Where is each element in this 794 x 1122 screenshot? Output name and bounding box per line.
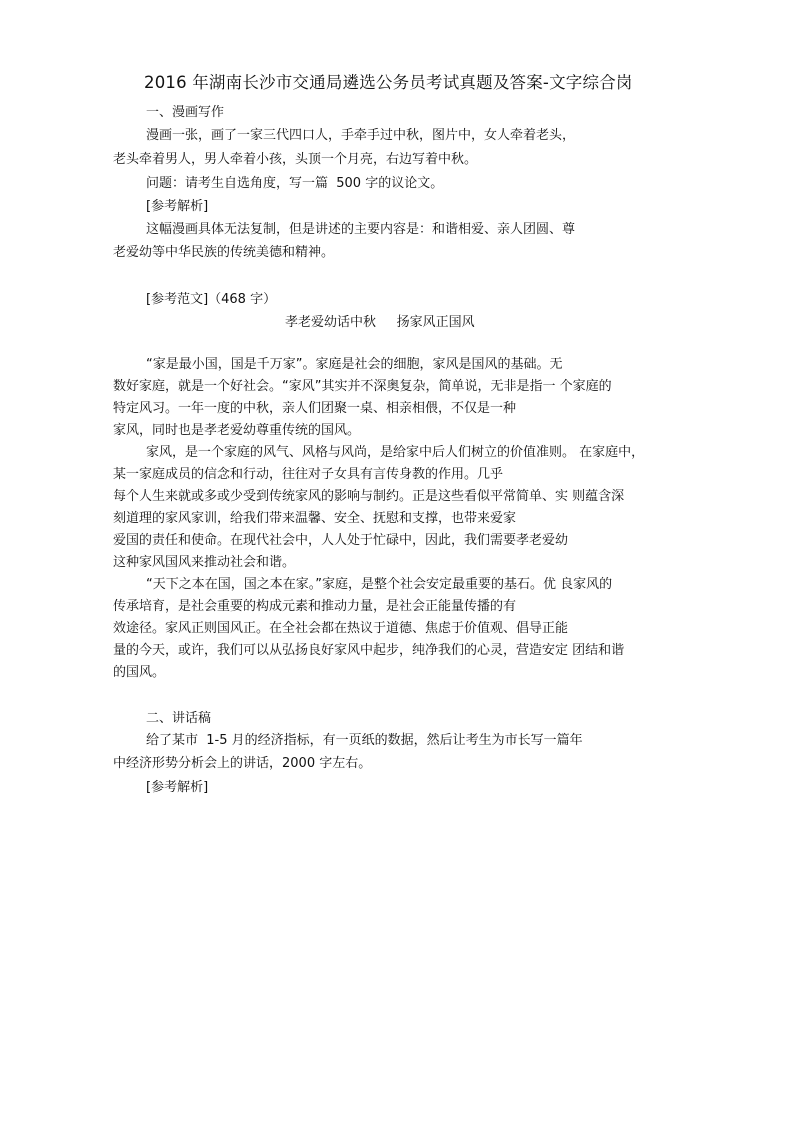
paragraph-line: 中经济形势分析会上的讲话，2000 字左右。 <box>113 756 372 771</box>
analysis-line: 老爱幼等中华民族的传统美德和精神。 <box>113 245 335 260</box>
essay-line: “家是最小国，国是千万家”。家庭是社会的细胞，家风是国风的基础。无 <box>146 357 563 372</box>
reference-label: [参考解析] <box>146 199 209 214</box>
analysis-line: 这幅漫画具体无法复制，但是讲述的主要内容是：和谐相爱、亲人团圆、尊 <box>146 222 576 237</box>
paragraph-line: 给了某市 1-5 月的经济指标，有一页纸的数据，然后让考生为市长写一篇年 <box>146 733 583 748</box>
essay-line: 效途径。家风正则国风正。在全社会都在热议于道德、焦虑于价值观、倡导正能 <box>113 621 569 636</box>
essay-line: 的国风。 <box>113 665 166 680</box>
essay-line: 刻道理的家风家训，给我们带来温馨、安全、抚慰和支撑，也带来爱家 <box>113 511 517 526</box>
essay-line: 数好家庭，就是一个好社会。“家风”其实并不深奥复杂，简单说，无非是指一 个家庭的 <box>113 379 612 394</box>
paragraph-line: 老头牵着男人，男人牵着小孩，头顶一个月亮，右边写着中秋。 <box>113 152 478 167</box>
document-title: 2016 年湖南长沙市交通局遴选公务员考试真题及答案-文字综合岗 <box>144 73 633 92</box>
essay-line: “天下之本在国，国之本在家。”家庭，是整个社会安定最重要的基石。优 良家风的 <box>146 577 613 592</box>
essay-title: 孝老爱幼话中秋 扬家风正国风 <box>285 315 475 330</box>
essay-line: 每个人生来就或多或少受到传统家风的影响与制约。正是这些看似平常简单、实 则蕴含深 <box>113 489 625 504</box>
section2-heading: 二、讲话稿 <box>146 711 212 726</box>
essay-line: 家风，是一个家庭的风气、风格与风尚，是给家中后人们树立的价值准则。 在家庭中， <box>146 445 645 460</box>
essay-line: 传承培育，是社会重要的构成元素和推动力量，是社会正能量传播的有 <box>113 599 517 614</box>
essay-line: 某一家庭成员的信念和行动，往往对子女具有言传身教的作用。几乎 <box>113 467 504 482</box>
essay-line: 家风，同时也是孝老爱幼尊重传统的国风。 <box>113 423 361 438</box>
essay-line: 量的今天，或许，我们可以从弘扬良好家风中起步，纯净我们的心灵，营造安定 团结和谐 <box>113 643 625 658</box>
reference-label: [参考解析] <box>146 780 209 795</box>
essay-line: 爱国的责任和使命。在现代社会中，人人处于忙碌中，因此，我们需要孝老爱幼 <box>113 533 569 548</box>
essay-label: [参考范文]（468 字） <box>146 292 277 307</box>
question-line: 问题：请考生自选角度，写一篇 500 字的议论文。 <box>146 176 444 191</box>
paragraph-line: 漫画一张，画了一家三代四口人，手牵手过中秋，图片中，女人牵着老头， <box>146 128 576 143</box>
section1-heading: 一、漫画写作 <box>146 105 225 120</box>
essay-line: 这种家风国风来推动社会和谐。 <box>113 555 296 570</box>
essay-line: 特定风习。一年一度的中秋，亲人们团聚一桌、相亲相偎，不仅是一种 <box>113 401 517 416</box>
